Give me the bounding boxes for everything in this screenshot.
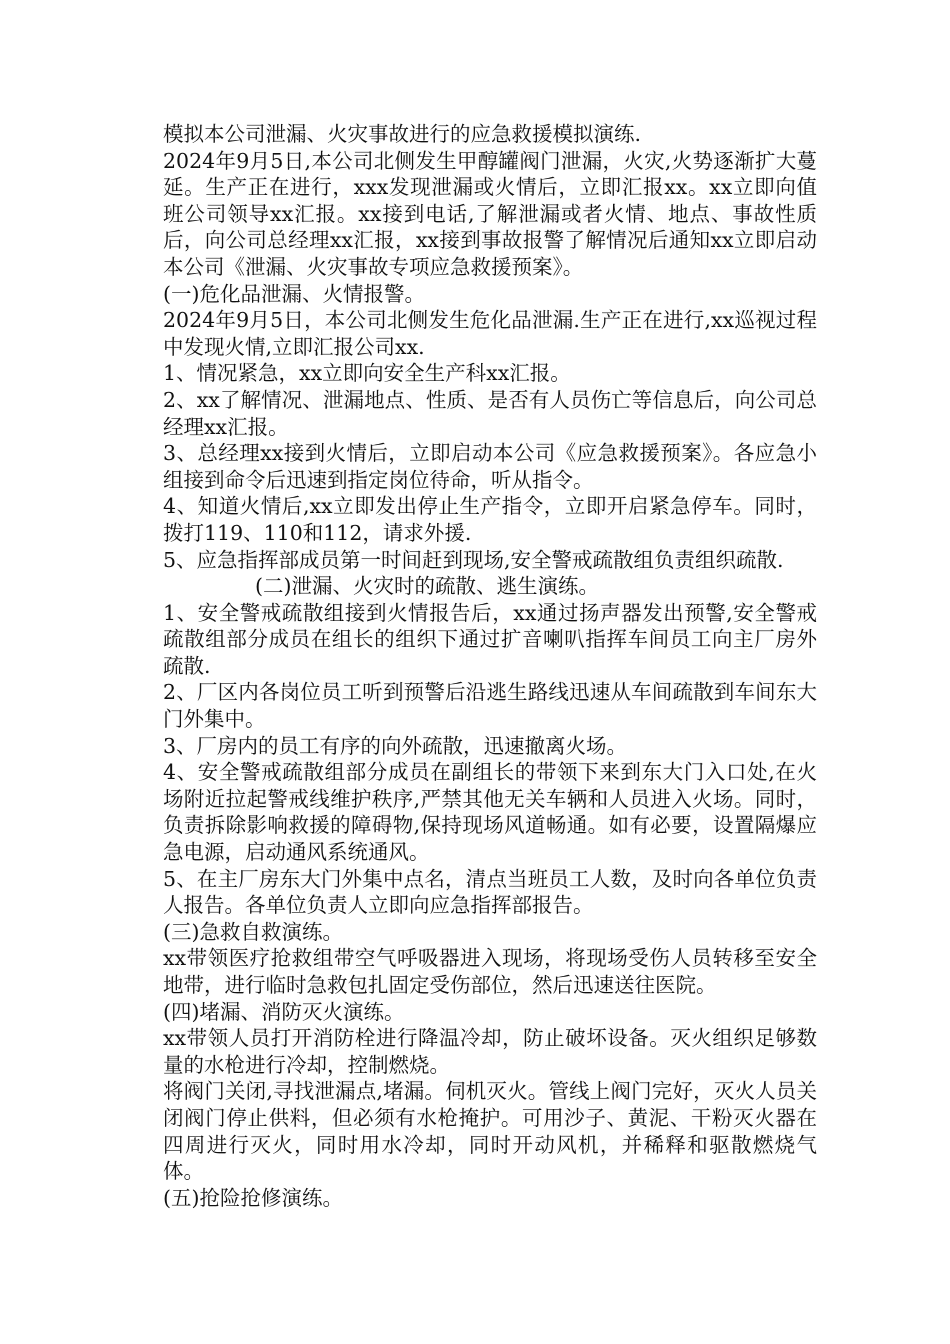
section-heading-4: (四)堵漏、消防灭火演练。 <box>163 999 405 1024</box>
section-heading-1: (一)危化品泄漏、火情报警。 <box>163 281 425 306</box>
paragraph-body: xx带领人员打开消防栓进行降温冷却，防止破坏设备。灭火组织足够数量的水枪进行冷却，控制燃烧。 <box>163 1026 817 1077</box>
list-item: 4、知道火情后,xx立即发出停止生产指令，立即开启紧急停车。同时，拨打119、110和112，请求外援. <box>163 494 817 545</box>
list-item: 2、xx了解情况、泄漏地点、性质、是否有人员伤亡等信息后，向公司总经理xx汇报。 <box>163 387 817 439</box>
section-heading-3: (三)急救自救演练。 <box>163 919 343 944</box>
section-heading-2: (二)泄漏、火灾时的疏散、逃生演练。 <box>255 574 599 599</box>
list-item: 3、厂房内的员工有序的向外疏散，迅速撤离火场。 <box>163 733 628 758</box>
paragraph-body: xx带领医疗抢救组带空气呼吸器进入现场，将现场受伤人员转移至安全地带，进行临时急救包扎固定受伤部位，然后迅速送往医院。 <box>163 946 817 997</box>
paragraph-scenario: 2024年9月5日,本公司北侧发生甲醇罐阀门泄漏，火灾,火势逐渐扩大蔓延。生产正在进行，xxx发现泄漏或火情后，立即汇报xx。xx立即向值班公司领导xx汇报。xx接到电话,了解泄漏或者火情、地点、事故性质后，向公司总经理xx汇报，xx接到事故报警了解情况后通知xx立即启动本公司《泄漏、火灾事故专项应急救援预案》。 <box>163 148 817 279</box>
list-item: 1、安全警戒疏散组接到火情报告后，xx通过扬声器发出预警,安全警戒疏散组部分成员在组长的组织下通过扩音喇叭指挥车间员工向主厂房外疏散. <box>163 600 817 678</box>
list-item: 2、厂区内各岗位员工听到预警后沿逃生路线迅速从车间疏散到车间东大门外集中。 <box>163 680 817 732</box>
paragraph-body: 将阀门关闭,寻找泄漏点,堵漏。伺机灭火。管线上阀门完好，灭火人员关闭阀门停止供料，但必须有水枪掩护。可用沙子、黄泥、干粉灭火器在四周进行灭火，同时用水冷却，同时开动风机，并稀释和驱散燃烧气体。 <box>163 1079 817 1184</box>
list-item: 4、安全警戒疏散组部分成员在副组长的带领下来到东大门入口处,在火场附近拉起警戒线维护秩序,严禁其他无关车辆和人员进入火场。同时，负责拆除影响救援的障碍物,保持现场风道畅通。如有必要，设置隔爆应急电源，启动通风系统通风。 <box>163 760 817 865</box>
paragraph-intro: 模拟本公司泄漏、火灾事故进行的应急救援模拟演练. <box>163 122 642 146</box>
paragraph-body: 2024年9月5日，本公司北侧发生危化品泄漏.生产正在进行,xx巡视过程中发现火情,立即汇报公司xx. <box>163 308 817 359</box>
section-heading-5: (五)抢险抢修演练。 <box>163 1185 343 1210</box>
list-item: 5、在主厂房东大门外集中点名，清点当班员工人数，及时向各单位负责人报告。各单位负责人立即向应急指挥部报告。 <box>163 866 817 918</box>
document-body <box>163 121 817 1211</box>
list-item: 1、情况紧急，xx立即向安全生产科xx汇报。 <box>163 361 571 386</box>
list-item: 5、应急指挥部成员第一时间赶到现场,安全警戒疏散组负责组织疏散. <box>163 547 784 572</box>
list-item: 3、总经理xx接到火情后，立即启动本公司《应急救援预案》。各应急小组接到命令后迅速到指定岗位待命，听从指令。 <box>163 441 817 492</box>
